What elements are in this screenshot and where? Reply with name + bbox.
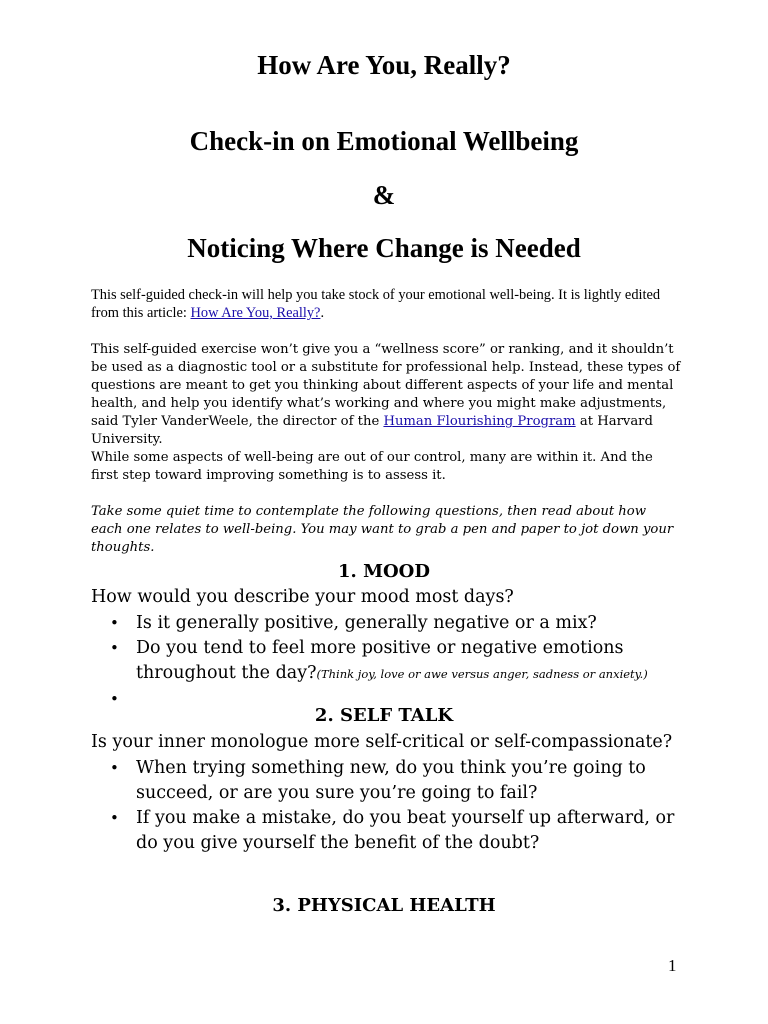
section-heading-mood: 1. MOOD [338, 561, 430, 582]
section-heading-self-talk: 2. SELF TALK [314, 705, 454, 726]
list-item [108, 806, 678, 856]
list-item-text: When trying something new, do you think you’re going to succeed, or are you sure you’re going to fail? [136, 758, 646, 803]
intro-p1-text: This self-guided check-in will help you take stock of your emotional well-being. It is lightly edited from this article: [91, 287, 661, 321]
self-talk-bullet-list [108, 756, 678, 856]
bullet-glyph: • [110, 639, 119, 657]
list-item-text: Is it generally positive, generally negative or a mix? [136, 613, 597, 633]
bullet-glyph: • [110, 759, 119, 777]
bullet-glyph: • [110, 614, 119, 632]
intro-p2-text: This self-guided exercise won’t give you a “wellness score” or ranking, and it shouldn’t be used as a diagnostic tool or a substitute for professional help. Instead, these types of questions are meant to get you thinking about different aspects of your life and mental health, and help you identify what’s working and where you might make adjustments, said Tyler VanderWeele, the director of the [91, 342, 681, 429]
mood-bullet-list [108, 611, 678, 712]
section-heading-physical-health: 3. PHYSICAL HEALTH [272, 895, 496, 916]
intro-paragraph-1 [91, 286, 681, 322]
list-item-text: Do you tend to feel more positive or negative emotions throughout the day? [136, 638, 624, 683]
instructions-paragraph: Take some quiet time to contemplate the following questions, then read about how each one relates to well-being. You may want to grab a pen and paper to jot down your thoughts. [91, 504, 674, 555]
list-item-text: If you make a mistake, do you beat yourself up afterward, or do you give yourself the benefit of the doubt? [136, 808, 675, 853]
list-item-note: (Think joy, love or awe versus anger, sadness or anxiety.) [316, 667, 648, 681]
article-link[interactable]: How Are You, Really? [190, 305, 321, 321]
bullet-glyph: • [110, 809, 119, 827]
list-item [108, 611, 678, 636]
human-flourishing-link[interactable]: Human Flourishing Program [383, 414, 576, 429]
list-item [108, 636, 678, 687]
list-item [108, 756, 678, 806]
bullet-glyph: • [110, 690, 119, 708]
document-title: How Are You, Really? [257, 50, 511, 80]
section-question-mood: How would you describe your mood most days? [91, 587, 514, 607]
document-subtitle-2: Noticing Where Change is Needed [187, 233, 581, 263]
intro-paragraph-3: While some aspects of well-being are out of our control, many are within it. And the first step toward improving something is to assess it. [91, 450, 653, 483]
page-number: 1 [668, 956, 677, 975]
document-subtitle: Check-in on Emotional Wellbeing [189, 126, 579, 156]
title-ampersand: & [372, 180, 396, 210]
intro-paragraph-2 [91, 341, 681, 449]
intro-p1-end: . [320, 305, 325, 321]
section-question-self-talk: Is your inner monologue more self-critical or self-compassionate? [91, 732, 673, 752]
intro-p2-end: at Harvard University. [91, 414, 653, 447]
